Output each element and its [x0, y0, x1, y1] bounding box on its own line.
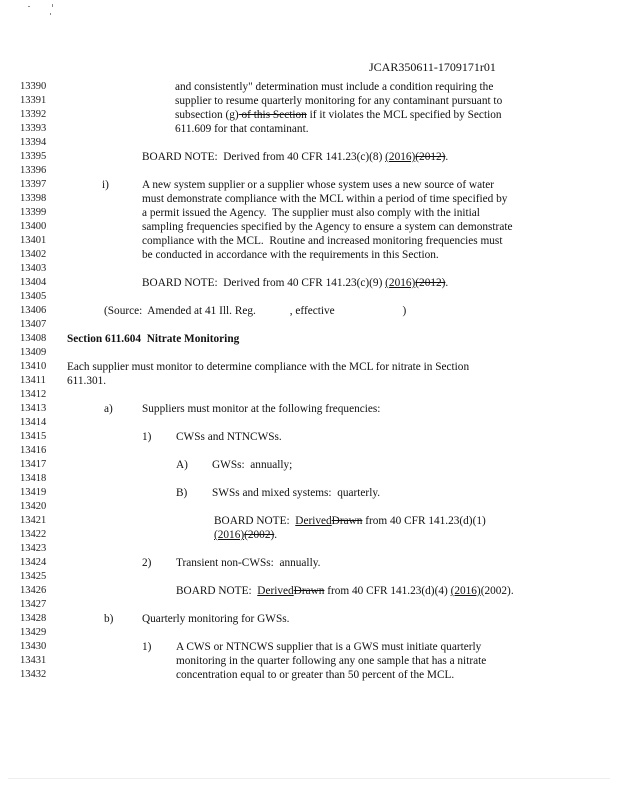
- line-number: 13408: [20, 333, 47, 344]
- list-label: 1): [142, 431, 152, 443]
- text-line: [142, 179, 494, 191]
- line-number: 13425: [20, 571, 47, 582]
- text-line: [214, 515, 486, 527]
- text-line: [175, 81, 493, 93]
- text-line: [142, 277, 448, 289]
- text-segment: SWSs and mixed systems: quarterly.: [212, 487, 381, 499]
- line-number: 13407: [20, 319, 47, 330]
- line-number: 13423: [20, 543, 47, 554]
- inserted-text: Derived: [257, 585, 294, 597]
- line-number: 13391: [20, 95, 47, 106]
- line-number: 13417: [20, 459, 47, 470]
- line-number: 13404: [20, 277, 47, 288]
- inserted-text: Derived: [295, 515, 332, 527]
- text-line: [175, 123, 309, 135]
- text-line: [67, 375, 106, 387]
- line-number: 13414: [20, 417, 47, 428]
- line-number: 13397: [20, 179, 47, 190]
- text-segment: supplier to resume quarterly monitoring for any contaminant pursuant to: [175, 95, 503, 107]
- text-line: [142, 613, 289, 625]
- text-line: [176, 669, 454, 681]
- text-line: [142, 249, 439, 261]
- text-segment: CWSs and NTNCWSs.: [176, 431, 282, 443]
- line-number: 13396: [20, 165, 47, 176]
- line-number: 13410: [20, 361, 47, 372]
- line-number: 13424: [20, 557, 47, 568]
- line-number: 13412: [20, 389, 47, 400]
- text-segment: must demonstrate compliance with the MCL within a period of time specified by: [142, 193, 508, 205]
- line-number: 13422: [20, 529, 47, 540]
- list-label: b): [104, 613, 114, 625]
- text-segment: .: [274, 529, 278, 541]
- text-segment: if it violates the MCL specified by Section: [306, 109, 502, 121]
- text-line: [175, 95, 502, 107]
- line-number: 13421: [20, 515, 47, 526]
- list-label: B): [176, 487, 188, 499]
- line-number: 13393: [20, 123, 47, 134]
- text-line: [142, 235, 502, 247]
- deleted-text: (2012): [415, 277, 446, 289]
- text-line: [212, 459, 292, 471]
- inserted-text: (2016): [214, 529, 245, 541]
- inserted-text: (2016): [450, 585, 481, 597]
- text-segment: .: [445, 151, 449, 163]
- line-number: 13403: [20, 263, 47, 274]
- list-label: A): [176, 459, 188, 471]
- line-number: 13392: [20, 109, 47, 120]
- scan-mark: [52, 4, 53, 7]
- text-segment: Suppliers must monitor at the following frequencies:: [142, 403, 381, 415]
- text-line: [142, 193, 507, 205]
- text-segment: Each supplier must monitor to determine compliance with the MCL for nitrate in Section: [67, 361, 470, 373]
- text-line: [176, 431, 282, 443]
- text-line: [176, 641, 481, 653]
- text-segment: monitoring in the quarter following any one sample that has a nitrate: [176, 655, 487, 667]
- text-segment: 611.609 for that contaminant.: [175, 123, 309, 135]
- list-label: a): [104, 403, 113, 415]
- text-segment: (Source: Amended at 41 Ill. Reg. , effective ): [104, 305, 407, 317]
- line-number: 13429: [20, 627, 47, 638]
- line-number: 13428: [20, 613, 47, 624]
- text-segment: Quarterly monitoring for GWSs.: [142, 613, 290, 625]
- line-number: 13426: [20, 585, 47, 596]
- text-line: [176, 585, 514, 597]
- inserted-text: (2016): [385, 277, 416, 289]
- text-line: [212, 487, 380, 499]
- line-number: 13415: [20, 431, 47, 442]
- deleted-text: Drawn: [331, 515, 363, 527]
- list-label: 2): [142, 557, 152, 569]
- deleted-text: (2002): [244, 529, 275, 541]
- text-segment: be conducted in accordance with the requirements in this Section.: [142, 249, 439, 261]
- line-number: 13416: [20, 445, 47, 456]
- line-number: 13419: [20, 487, 47, 498]
- section-heading: Section 611.604 Nitrate Monitoring: [67, 333, 240, 345]
- text-segment: A CWS or NTNCWS supplier that is a GWS must initiate quarterly: [176, 641, 482, 653]
- deleted-text: of this Section: [238, 109, 307, 121]
- line-number: 13406: [20, 305, 47, 316]
- text-segment: from 40 CFR 141.23(d)(1): [362, 515, 486, 527]
- text-line: [142, 221, 512, 233]
- line-number: 13411: [20, 375, 46, 386]
- text-segment: and consistently" determination must include a condition requiring the: [175, 81, 494, 93]
- text-segment: compliance with the MCL. Routine and increased monitoring frequencies must: [142, 235, 503, 247]
- text-line: [176, 655, 486, 667]
- line-number: 13431: [20, 655, 47, 666]
- text-line: [175, 109, 502, 121]
- list-label: 1): [142, 641, 152, 653]
- text-line: [67, 333, 239, 345]
- text-line: [176, 557, 320, 569]
- text-line: [67, 361, 469, 373]
- page-bottom-edge: [8, 778, 610, 779]
- text-line: [142, 403, 380, 415]
- line-number: 13405: [20, 291, 47, 302]
- line-number: 13395: [20, 151, 47, 162]
- text-line: [142, 207, 480, 219]
- list-label: i): [102, 179, 109, 191]
- scan-mark: [50, 13, 51, 15]
- line-number: 13418: [20, 473, 47, 484]
- line-number: 13427: [20, 599, 47, 610]
- scan-mark: [28, 6, 30, 7]
- line-number: 13401: [20, 235, 47, 246]
- line-number: 13432: [20, 669, 47, 680]
- text-segment: concentration equal to or greater than 50 percent of the MCL.: [176, 669, 455, 681]
- text-line: [142, 151, 448, 163]
- line-number: 13398: [20, 193, 47, 204]
- text-segment: BOARD NOTE:: [214, 515, 296, 527]
- line-number: 13413: [20, 403, 47, 414]
- line-number: 13420: [20, 501, 47, 512]
- text-segment: subsection (g): [175, 109, 239, 121]
- inserted-text: (2016): [385, 151, 416, 163]
- deleted-text: (2012): [415, 151, 446, 163]
- text-segment: from 40 CFR 141.23(d)(4): [324, 585, 451, 597]
- line-number: 13402: [20, 249, 47, 260]
- text-segment: a permit issued the Agency. The supplier must also comply with the initial: [142, 207, 480, 219]
- line-number: 13399: [20, 207, 47, 218]
- line-number: 13400: [20, 221, 47, 232]
- text-segment: sampling frequencies specified by the Agency to ensure a system can demonstrate: [142, 221, 513, 233]
- text-segment: A new system supplier or a supplier whose system uses a new source of water: [142, 179, 495, 191]
- document-id-header: JCAR350611-1709171r01: [369, 60, 496, 74]
- line-number: 13390: [20, 81, 47, 92]
- text-segment: GWSs: annually;: [212, 459, 293, 471]
- deleted-text: Drawn: [293, 585, 325, 597]
- text-segment: 611.301.: [67, 375, 107, 387]
- line-number: 13409: [20, 347, 47, 358]
- line-number: 13430: [20, 641, 47, 652]
- text-segment: .: [445, 277, 449, 289]
- text-line: [104, 305, 406, 317]
- line-number: 13394: [20, 137, 47, 148]
- text-segment: BOARD NOTE: Derived from 40 CFR 141.23(c)(9): [142, 277, 386, 289]
- text-segment: (2002).: [480, 585, 514, 597]
- text-segment: BOARD NOTE: Derived from 40 CFR 141.23(c)(8): [142, 151, 386, 163]
- text-segment: BOARD NOTE:: [176, 585, 258, 597]
- text-line: [214, 529, 277, 541]
- text-segment: Transient non-CWSs: annually.: [176, 557, 321, 569]
